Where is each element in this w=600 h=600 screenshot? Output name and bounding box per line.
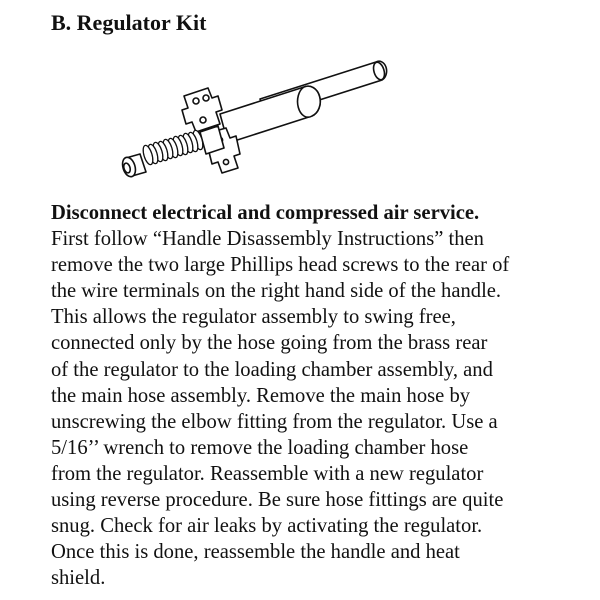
paragraph-line: using reverse procedure. Be sure hose fittings are quite xyxy=(51,489,504,512)
paragraph-line: First follow “Handle Disassembly Instructions” then xyxy=(51,228,484,251)
paragraph-line: the wire terminals on the right hand side of the handle. xyxy=(51,280,502,303)
paragraph-line: connected only by the hose going from the brass rear xyxy=(51,332,488,355)
paragraph-line: 5/16’’ wrench to remove the loading chamber hose xyxy=(51,436,469,459)
regulator-kit-icon xyxy=(100,54,400,189)
instruction-paragraph xyxy=(51,200,581,591)
paragraph-line: shield. xyxy=(51,567,106,590)
paragraph-line: from the regulator. Reassemble with a new regulator xyxy=(51,462,484,485)
paragraph-line: unscrewing the elbow fitting from the regulator. Use a xyxy=(51,410,498,433)
paragraph-line: snug. Check for air leaks by activating the regulator. xyxy=(51,515,483,538)
section-title: B. Regulator Kit xyxy=(51,10,207,35)
paragraph-line: remove the two large Phillips head screws to the rear of xyxy=(51,254,510,277)
paragraph-line: Once this is done, reassemble the handle and heat xyxy=(51,541,460,564)
paragraph-line: This allows the regulator assembly to swing free, xyxy=(51,306,456,329)
regulator-kit-figure xyxy=(100,54,400,189)
lead-warning: Disconnect electrical and compressed air service. xyxy=(51,202,480,224)
paragraph-line: the main hose assembly. Remove the main hose by xyxy=(51,384,471,407)
paragraph-line: of the regulator to the loading chamber assembly, and xyxy=(51,358,493,381)
